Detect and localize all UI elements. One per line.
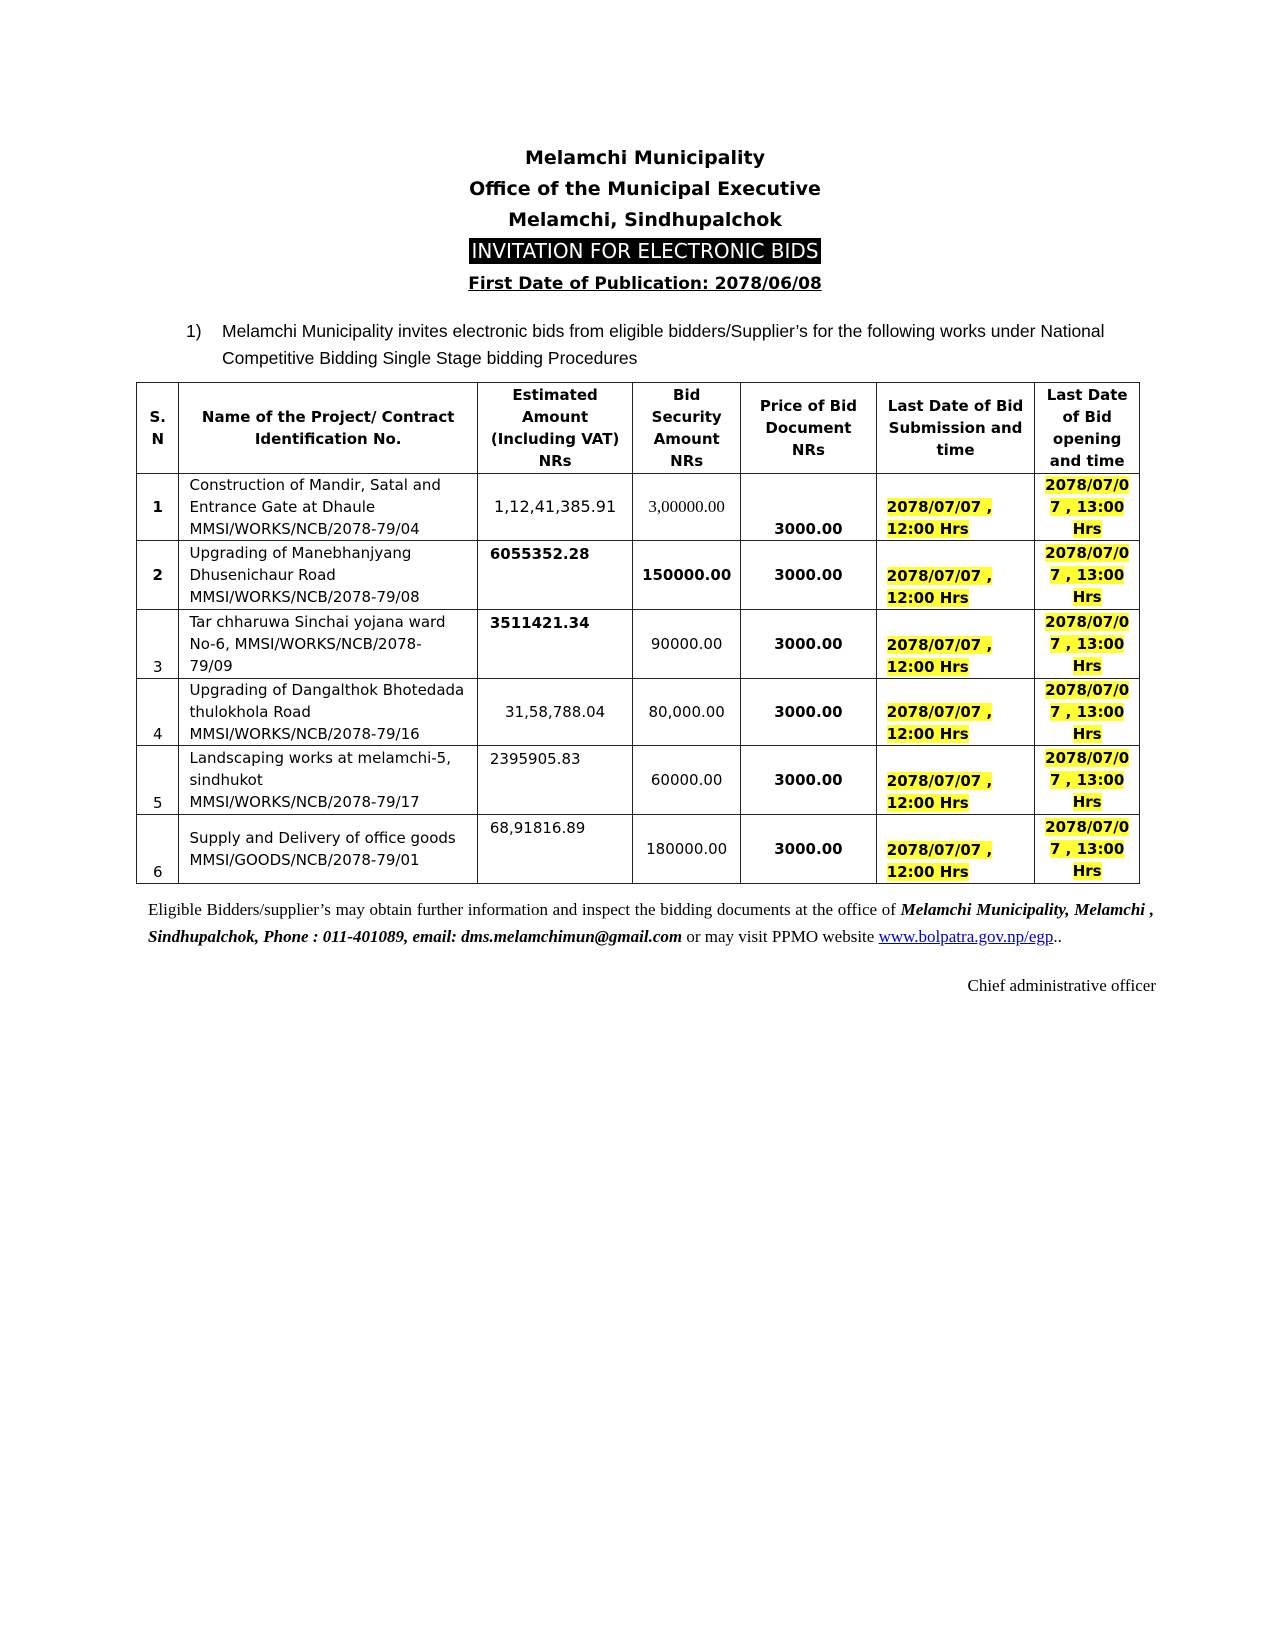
project-name-line: sindhukot	[189, 771, 263, 789]
opening-date-part: 7 , 13:00	[1049, 840, 1125, 858]
row-opening-date	[1035, 746, 1140, 815]
opening-date-part: 7 , 13:00	[1049, 771, 1125, 789]
table-row	[137, 815, 1140, 884]
opening-date-part: 7 , 13:00	[1049, 703, 1125, 721]
header-security: Bid Security Amount NRs	[633, 383, 741, 474]
contract-id: MMSI/WORKS/NCB/2078-79/08	[189, 588, 420, 606]
opening-date-part: 2078/07/0	[1045, 749, 1130, 767]
submission-time: 12:00 Hrs	[886, 794, 969, 812]
project-name-line: No-6, MMSI/WORKS/NCB/2078-	[189, 635, 422, 653]
submission-time: 12:00 Hrs	[886, 520, 969, 538]
opening-date-part: 2078/07/0	[1045, 476, 1130, 494]
row-project-name	[179, 746, 477, 815]
row-submission-date	[876, 610, 1035, 679]
submission-date: 2078/07/07 ,	[886, 841, 993, 859]
row-estimated-amount: 6055352.28	[477, 541, 632, 610]
row-price: 3000.00	[741, 679, 877, 746]
submission-date: 2078/07/07 ,	[886, 703, 993, 721]
table-header-row	[137, 383, 1140, 474]
opening-date-part: 2078/07/0	[1045, 613, 1130, 631]
submission-time: 12:00 Hrs	[886, 658, 969, 676]
opening-date-part: 2078/07/0	[1045, 544, 1130, 562]
row-opening-date	[1035, 474, 1140, 541]
project-name-line: Upgrading of Manebhanjyang	[189, 544, 412, 562]
opening-date-part: Hrs	[1072, 657, 1102, 675]
table-row	[137, 541, 1140, 610]
opening-date-part: Hrs	[1072, 520, 1102, 538]
invitation-banner: INVITATION FOR ELECTRONIC BIDS	[471, 239, 819, 263]
project-name-line: Entrance Gate at Dhaule	[189, 498, 376, 516]
row-security-amount: 80,000.00	[633, 679, 741, 746]
row-submission-date	[876, 815, 1035, 884]
opening-date-part: 7 , 13:00	[1049, 635, 1125, 653]
row-security-amount: 180000.00	[633, 815, 741, 884]
footer-text: Eligible Bidders/supplier’s may obtain further information and inspect the bidding documents at the office of	[148, 900, 901, 919]
bids-table	[136, 382, 1140, 884]
row-security-amount: 3,00000.00	[633, 474, 741, 541]
contact-details: Melamchi Municipality, Melamchi , Sindhupalchok, Phone : 011-401089, email: dms.melamchimun@gmail.com	[148, 900, 1154, 946]
submission-time: 12:00 Hrs	[886, 725, 969, 743]
row-project-name	[179, 679, 477, 746]
row-project-name	[179, 541, 477, 610]
opening-date-part: Hrs	[1072, 588, 1102, 606]
row-opening-date	[1035, 541, 1140, 610]
row-estimated-amount: 2395905.83	[477, 746, 632, 815]
header-estimated: Estimated Amount (Including VAT) NRs	[477, 383, 632, 474]
submission-date: 2078/07/07 ,	[886, 567, 993, 585]
submission-date: 2078/07/07 ,	[886, 498, 993, 516]
contract-id: MMSI/GOODS/NCB/2078-79/01	[189, 851, 420, 869]
intro-number: 1)	[186, 321, 202, 341]
project-name-line: Tar chharuwa Sinchai yojana ward	[189, 613, 446, 631]
row-estimated-amount: 68,91816.89	[477, 815, 632, 884]
row-opening-date	[1035, 679, 1140, 746]
header-sn: S. N	[137, 383, 179, 474]
opening-date-part: 7 , 13:00	[1049, 498, 1125, 516]
row-project-name	[179, 474, 477, 541]
footer-text: or may visit PPMO website	[682, 927, 879, 946]
header-price: Price of Bid Document NRs	[741, 383, 877, 474]
intro-text: Melamchi Municipality invites electronic bids from eligible bidders/Supplier’s for the following works under National Competitive Bidding Single Stage bidding Procedures	[222, 321, 1105, 368]
row-opening-date	[1035, 610, 1140, 679]
project-name-line: Construction of Mandir, Satal and	[189, 476, 441, 494]
intro-paragraph	[186, 318, 1166, 372]
row-price: 3000.00	[741, 474, 877, 541]
contract-id: MMSI/WORKS/NCB/2078-79/16	[189, 725, 420, 743]
row-estimated-amount: 31,58,788.04	[477, 679, 632, 746]
row-estimated-amount: 1,12,41,385.91	[477, 474, 632, 541]
table-row	[137, 679, 1140, 746]
footer-paragraph	[148, 896, 1154, 950]
submission-time: 12:00 Hrs	[886, 863, 969, 881]
table-row	[137, 746, 1140, 815]
document-header	[0, 143, 1275, 299]
header-name: Name of the Project/ Contract Identification No.	[179, 383, 477, 474]
row-price: 3000.00	[741, 815, 877, 884]
project-name-line: Supply and Delivery of office goods	[189, 829, 456, 847]
row-submission-date	[876, 746, 1035, 815]
table-row	[137, 474, 1140, 541]
row-security-amount: 150000.00	[633, 541, 741, 610]
opening-date-part: 2078/07/0	[1045, 681, 1130, 699]
opening-date-part: Hrs	[1072, 725, 1102, 743]
row-sn: 6	[137, 815, 179, 884]
row-price: 3000.00	[741, 541, 877, 610]
table-row	[137, 610, 1140, 679]
publication-date: First Date of Publication: 2078/06/08	[468, 274, 822, 294]
contract-id: MMSI/WORKS/NCB/2078-79/04	[189, 520, 420, 538]
contract-id: 79/09	[189, 657, 233, 675]
row-sn: 2	[137, 541, 179, 610]
office-name: Office of the Municipal Executive	[469, 178, 821, 200]
project-name-line: Upgrading of Dangalthok Bhotedada	[189, 681, 465, 699]
row-sn: 5	[137, 746, 179, 815]
opening-date-part: 2078/07/0	[1045, 818, 1130, 836]
row-project-name	[179, 815, 477, 884]
row-submission-date	[876, 679, 1035, 746]
project-name-line: Dhusenichaur Road	[189, 566, 336, 584]
opening-date-part: 7 , 13:00	[1049, 566, 1125, 584]
submission-time: 12:00 Hrs	[886, 589, 969, 607]
signature: Chief administrative officer	[967, 976, 1156, 995]
row-price: 3000.00	[741, 746, 877, 815]
row-project-name	[179, 610, 477, 679]
opening-date-part: Hrs	[1072, 862, 1102, 880]
project-name-line: Landscaping works at melamchi-5,	[189, 749, 451, 767]
row-opening-date	[1035, 815, 1140, 884]
org-name: Melamchi Municipality	[524, 147, 765, 169]
ppmo-website-link[interactable]: www.bolpatra.gov.np/egp	[878, 927, 1054, 946]
submission-date: 2078/07/07 ,	[886, 636, 993, 654]
row-sn: 1	[137, 474, 179, 541]
opening-date-part: Hrs	[1072, 793, 1102, 811]
footer-text: ..	[1053, 927, 1062, 946]
row-sn: 4	[137, 679, 179, 746]
row-sn: 3	[137, 610, 179, 679]
row-estimated-amount: 3511421.34	[477, 610, 632, 679]
row-security-amount: 60000.00	[633, 746, 741, 815]
row-submission-date	[876, 474, 1035, 541]
row-submission-date	[876, 541, 1035, 610]
header-opening: Last Date of Bid opening and time	[1035, 383, 1140, 474]
submission-date: 2078/07/07 ,	[886, 772, 993, 790]
office-location: Melamchi, Sindhupalchok	[508, 209, 782, 231]
row-security-amount: 90000.00	[633, 610, 741, 679]
project-name-line: thulokhola Road	[189, 703, 311, 721]
header-submission: Last Date of Bid Submission and time	[876, 383, 1035, 474]
row-price: 3000.00	[741, 610, 877, 679]
contract-id: MMSI/WORKS/NCB/2078-79/17	[189, 793, 420, 811]
